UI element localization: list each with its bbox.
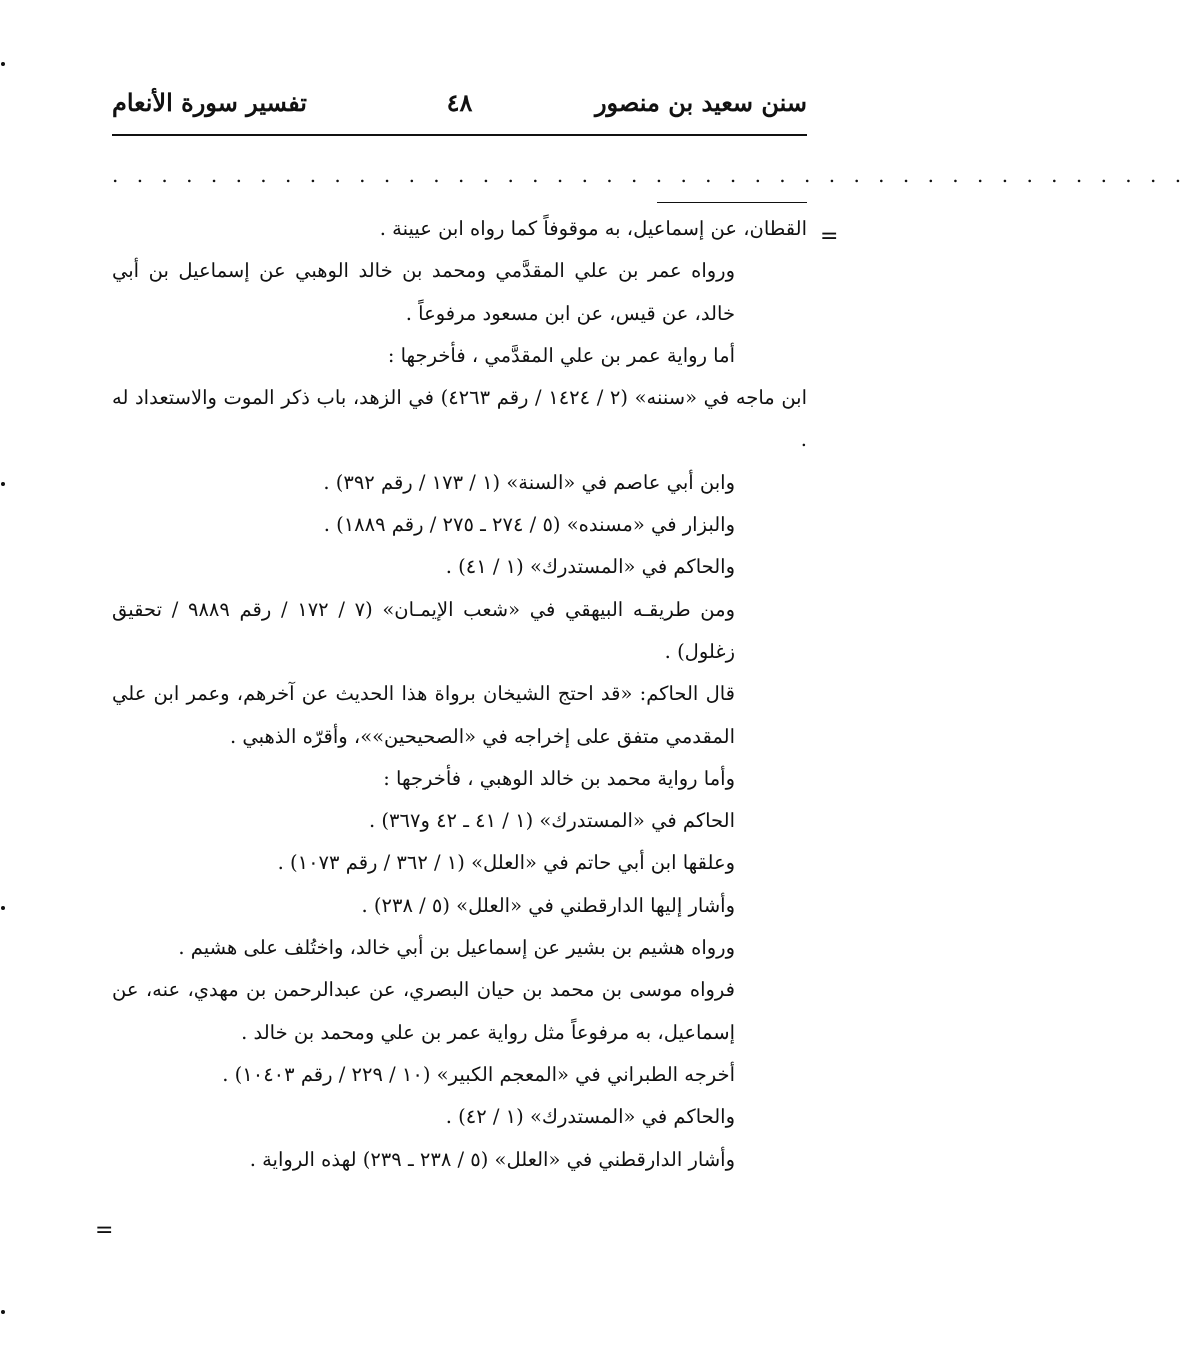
header-rule [112, 134, 807, 136]
scan-mark [1, 62, 5, 66]
paragraph: ابن ماجه في «سننه» (٢ / ١٤٢٤ / رقم ٤٢٦٣) في الزهد، باب ذكر الموت والاستعداد له . [112, 386, 808, 452]
dotted-separator: . . . . . . . . . . . . . . . . . . . . . . . . . . . . . . . . . . . . . . . . . . . . [112, 163, 1187, 187]
continuation-mark-bottom: = [95, 1218, 114, 1243]
paragraph: والحاكم في «المستدرك» (١ / ٤٢) . [445, 1105, 735, 1129]
paragraph: وابن أبي عاصم في «السنة» (١ / ١٧٣ / رقم ٣٩٢) . [323, 470, 735, 494]
scan-mark [1, 482, 5, 486]
paragraph: القطان، عن إسماعيل، به موقوفاً كما رواه ابن عيينة . [379, 217, 807, 240]
scan-mark [1, 1310, 5, 1314]
page-number: ٤٨ [446, 88, 473, 117]
paragraph: فرواه موسى بن محمد بن حيان البصري، عن عبدالرحمن بن مهدي، عنه، عن إسماعيل، به مرفوعاً مثل رواية عمر بن علي ومحمد بن خالد . [112, 978, 735, 1044]
paragraph: الحاكم في «المستدرك» (١ / ٤١ ـ ٤٢ و٣٦٧) . [369, 809, 735, 833]
paragraph: ورواه هشيم بن بشير عن إسماعيل بن أبي خالد، واختُلف على هشيم . [178, 936, 735, 960]
paragraph: أما رواية عمر بن علي المقدَّمي ، فأخرجها : [387, 343, 735, 367]
book-title: سنن سعيد بن منصور [594, 88, 807, 117]
paragraph: وعلقها ابن أبي حاتم في «العلل» (١ / ٣٦٢ / رقم ١٠٧٣) . [277, 851, 735, 875]
section-title: تفسير سورة الأنعام [112, 88, 307, 117]
paragraph: قال الحاكم: «قد احتج الشيخان برواة هذا الحديث عن آخرهم، وعمر ابن علي المقدمي متفق على إخراجه في «الصحيحين»»، وأقرّه الذهبي . [112, 682, 735, 748]
paragraph: والحاكم في «المستدرك» (١ / ٤١) . [445, 555, 735, 579]
paragraph: وأشار إليها الدارقطني في «العلل» (٥ / ٢٣٨) . [361, 893, 735, 917]
paragraph: وأشار الدارقطني في «العلل» (٥ / ٢٣٨ ـ ٢٣٩) لهذه الرواية . [249, 1147, 735, 1171]
continuation-mark-top: = [820, 224, 839, 249]
footnote-body [112, 208, 807, 1181]
scan-mark [1, 906, 5, 910]
paragraph: أخرجه الطبراني في «المعجم الكبير» (١٠ / ٢٢٩ / رقم ١٠٤٠٣) . [222, 1062, 735, 1086]
paragraph: وأما رواية محمد بن خالد الوهبي ، فأخرجها : [383, 766, 735, 790]
footnote-rule [657, 202, 807, 203]
paragraph: والبزار في «مسنده» (٥ / ٢٧٤ ـ ٢٧٥ / رقم ١٨٨٩) . [323, 513, 735, 537]
page-header [112, 84, 807, 124]
paragraph: ومن طريقـه البيهقي في «شعب الإيمـان» (٧ / ١٧٢ / رقم ٩٨٨٩ / تحقيق زغلول) . [112, 597, 735, 663]
paragraph: ورواه عمر بن علي المقدَّمي ومحمد بن خالد الوهبي عن إسماعيل بن أبي خالد، عن قيس، عن ابن مسعود مرفوعاً . [112, 259, 735, 325]
